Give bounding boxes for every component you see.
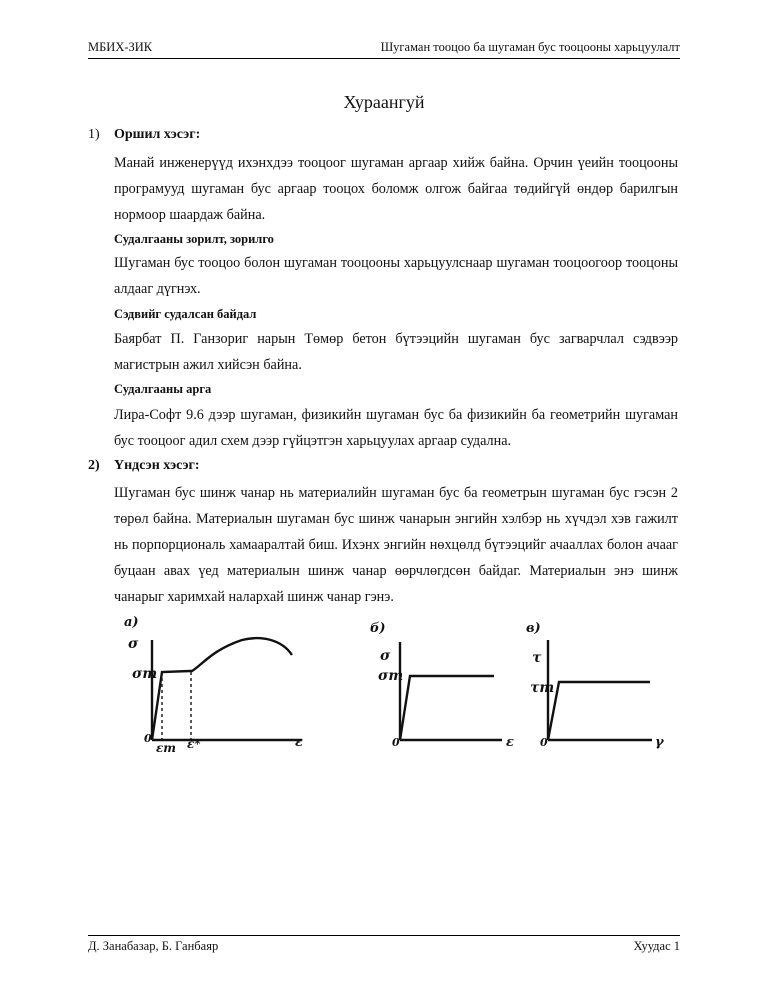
figure-a-yield-label: σт [132,666,158,682]
figure-b-yield-label: σт [378,668,404,684]
header-right: Шугаман тооцоо ба шугаман бус тооцооны харьцуулалт [380,40,680,54]
footer-authors: Д. Занабазар, Б. Ганбаяр [88,939,219,953]
section-2-number: 2) [88,458,100,473]
figure-a-curve [152,638,292,740]
figure-b-x-axis: ε [506,735,514,750]
figure-a-y-axis: σ [128,636,139,652]
figure-c-y-axis: τ [532,650,542,666]
figure-a-origin: 0 [144,732,152,745]
section-2-paragraph: Шугаман бус шинж чанар нь материалийн шугаман бус ба геометрын шугаман бус гэсэн 2 төрөл байна. Материалын шугаман бус шинж чанарын энгийн хэлбэр нь хүчдэл хэв гажилт нь порпорциональ хамааралтай биш. Ихэнх энгийн нөхцөлд бүтээцийг ачааллах болон ачааг буцаан авах үед материалын шинж чанар өөрчлөгдсөн байдаг. Материалын энэ шинж чанарыг харимхай налархай шинж чанар гэнэ. [114,485,678,605]
figure-c-label: в) [526,621,541,636]
figure-c-yield-label: τт [530,680,555,696]
figure-c-curve [548,682,650,740]
figure-a-x-star: ε* [187,737,201,751]
page-title: Хураангуй [343,92,425,112]
figure-b-curve [400,676,494,740]
header-left: МБИХ-ЗИК [88,40,153,54]
figure-c [526,621,665,750]
section-1-heading [88,127,200,143]
method-paragraph: Лира-Софт 9.6 дээр шугаман, физикийн шугаман бус ба физикийн ба геометрийн шугаман бус тооцоог адил схем дээр гүйцэтгэн харьцуулах аргаар судална. [114,407,678,449]
source-paragraph: Баярбат П. Ганзориг нарын Төмөр бетон бүтээцийн шугаман бус загварчлал сэдвээр магистрын ажил хийсэн байна. [114,331,678,373]
page-header [88,40,680,58]
goal-heading: Судалгааны зорилт, зорилго [114,232,274,246]
section-1-number: 1) [88,127,100,142]
goal-paragraph: Шугаман бус тооцоо болон шугаман тооцооны харьцуулснаар шугаман тооцоогоор тооцоны алдааг дүгнэх. [114,255,678,297]
intro-paragraph: Манай инженерүүд ихэнхдээ тооцоог шугаман аргаар хийж байна. Орчин үеийн тооцооны програмууд шугаман бус аргаар тооцох боломж олгож байгаа төдийгүй өндөр барилгын нормоор шаардаж байна. [114,155,678,223]
figure-b-label: б) [370,621,386,636]
section-2-title: Үндсэн хэсэг: [114,458,200,473]
source-heading: Сэдвийг судалсан байдал [114,307,257,321]
figure-a [124,615,303,755]
figure-c-origin: 0 [540,736,548,749]
method-heading: Судалгааны арга [114,382,212,396]
figure-b-origin: 0 [392,736,400,749]
figure-b [370,621,514,750]
footer-rule [88,935,680,936]
figure-a-x-yield: εт [156,741,176,755]
header-rule [88,58,680,59]
figure-c-x-axis: γ [655,735,664,750]
figure-a-x-axis: ε [295,735,303,750]
section-1-title: Оршил хэсэг: [114,127,201,142]
stress-strain-figures [112,610,672,760]
footer-page-number: Хуудас 1 [633,939,680,953]
figures-svg [112,610,672,760]
figure-b-y-axis: σ [380,648,391,664]
figure-a-label: a) [124,615,139,630]
section-2-heading [88,458,200,474]
